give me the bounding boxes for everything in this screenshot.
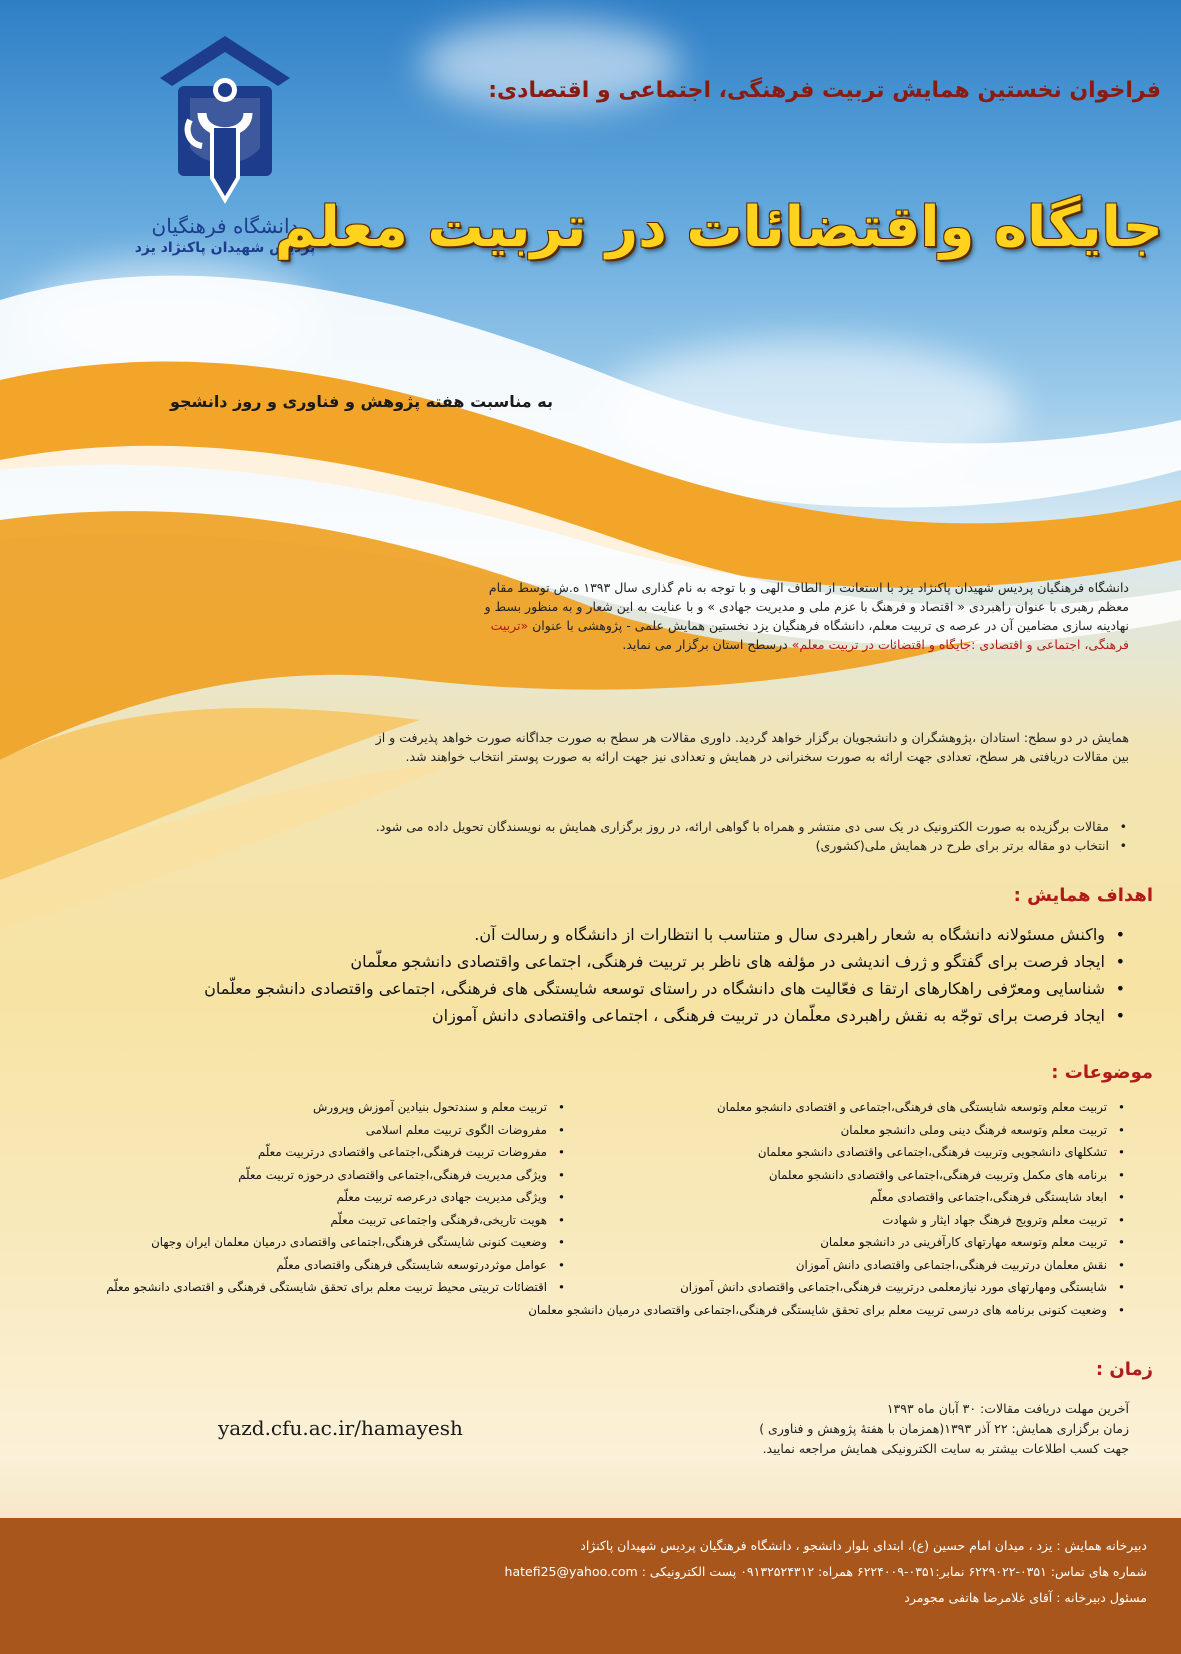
topics-heading: موضوعات :: [1051, 1062, 1153, 1083]
list-item: • تربیت معلم و سندتحول بنیادین آموزش وپرورش: [9, 1096, 569, 1119]
submission-deadline: آخرین مهلت دریافت مقالات: ۳۰ آبان ماه ۱۳۹۳: [886, 1401, 1129, 1416]
logo-campus-name: پردیس شهیدان پاکنژاد یزد: [134, 240, 316, 256]
list-item: • شناسایی ومعرّفی راهکارهای ارتقا ی فعّالیت های دانشگاه در راستای توسعه شایستگی های فرهنگی، اجتماعی واقتصادی دانشجو معلّمان: [149, 975, 1129, 1002]
intro-paragraph: [469, 578, 1129, 654]
list-item: • مفروضات تربیت فرهنگی،اجتماعی واقتصادی درتربیت معلّم: [9, 1141, 569, 1164]
footer-secretary: مسئول دبیرخانه : آقای غلامرضا هاتفی مجومرد: [904, 1590, 1147, 1605]
conference-name-highlight: «تربیت فرهنگی، اجتماعی و اقتصادی :جایگاه و اقتضائات در تربیت معلم»: [490, 618, 1129, 652]
list-item: • عوامل موثردرتوسعه شایستگی فرهنگی واقتصادی معلّم: [9, 1254, 569, 1277]
list-item: • برنامه های مکمل وتربیت فرهنگی،اجتماعی واقتصادی دانشجو معلمان: [549, 1164, 1129, 1187]
notes-list: [209, 817, 1129, 855]
call-title: فراخوان نخستین همایش تربیت فرهنگی، اجتماعی و اقتصادی:: [488, 78, 1161, 103]
list-item: • ابعاد شایستگی فرهنگی،اجتماعی واقتصادی معلّم: [549, 1186, 1129, 1209]
time-heading: زمان :: [1095, 1359, 1153, 1380]
time-info: [489, 1399, 1129, 1459]
list-item: • شایستگی ومهارتهای مورد نیازمعلمی درتربیت فرهنگی،اجتماعی واقتصادی دانش آموزان: [549, 1276, 1129, 1299]
intro-tail: درسطح استان برگزار می نماید.: [622, 637, 788, 652]
list-item: • ایجاد فرصت برای گفتگو و ژرف اندیشی در مؤلفه های ناظر بر تربیت فرهنگی، اجتماعی واقتصادی دانشجو معلّمان: [149, 948, 1129, 975]
event-date: زمان برگزاری همایش: ۲۲ آذر ۱۳۹۳(همزمان با هفتهٔ پژوهش و فناوری ): [759, 1421, 1129, 1436]
footer-contacts: شماره های تماس: ۰۳۵۱-۶۲۲۹۰۲۲ نمابر:۰۳۵۱-۶۲۲۴۰۰۹ همراه: ۰۹۱۳۲۵۲۴۳۱۲ پست الکترونیکی : hatefi25@yahoo.com: [504, 1564, 1147, 1579]
goals-list: [149, 921, 1129, 1029]
intro-text: دانشگاه فرهنگیان پردیس شهیدان پاکنژاد یزد با استعانت از الطاف الهی و با توجه به نام گذاری سال ۱۳۹۳ ه.ش توسط مقام معظم رهبری با عنوان راهبردی « اقتصاد و فرهنگ با عزم ملی و مدیریت جهادی » و با عنایت به این شعار و به منظور بسط و نهادینه سازی مضامین آن در عرصه ی تربیت معلم، دانشگاه فرهنگیان یزد نخستین همایش علمی - پژوهشی با عنوان: [484, 580, 1129, 633]
list-item: • تشکلهای دانشجویی وتربیت فرهنگی،اجتماعی واقتصادی دانشجو معلمان: [549, 1141, 1129, 1164]
list-item: • ایجاد فرصت برای توجّه به نقش راهبردی معلّمان در تربیت فرهنگی ، اجتماعی واقتصادی دانش آموزان: [149, 1002, 1129, 1029]
list-item: • وضعیت کنونی شایستگی فرهنگی،اجتماعی واقتصادی درمیان معلمان ایران وجهان: [9, 1231, 569, 1254]
list-item: • تربیت معلم وتوسعه مهارتهای کارآفرینی در دانشجو معلمان: [549, 1231, 1129, 1254]
levels-paragraph: همایش در دو سطح: استادان ،پژوهشگران و دانشجویان برگزار خواهد گردید. داوری مقالات هر سطح به صورت جداگانه صورت خواهد پذیرفت و از بین مقالات دریافتی هر سطح، تعدادی جهت ارائه به صورت سخنرانی در همایش و تعدادی نیز جهت ارائه به صورت پوستر انتخاب خواهند شد.: [375, 730, 1129, 764]
list-item: • اقتضائات تربیتی محیط تربیت معلم برای تحقق شایستگی فرهنگی و اقتصادی دانشجو معلّم: [9, 1276, 569, 1299]
list-item: • واکنش مسئولانه دانشگاه به شعار راهبردی سال و متناسب با انتظارات از دانشگاه و رسالت آن.: [149, 921, 1129, 948]
list-item: • وضعیت کنونی برنامه های درسی تربیت معلم برای تحقق شایستگی فرهنگی،اجتماعی واقتصادی درمیان دانشجو معلمان: [549, 1299, 1129, 1322]
list-item: • تربیت معلم وترویج فرهنگ جهاد ایثار و شهادت: [549, 1209, 1129, 1232]
more-info-text: جهت کسب اطلاعات بیشتر به سایت الکترونیکی همایش مراجعه نمایید.: [762, 1441, 1129, 1456]
footer-address: دبیرخانه همایش : یزد ، میدان امام حسین (ع)، ابتدای بلوار دانشجو ، دانشگاه فرهنگیان پردیس شهیدان پاکنژاد: [580, 1538, 1147, 1553]
footer: [0, 1518, 1181, 1654]
list-item: • ویژگی مدیریت فرهنگی،اجتماعی واقتصادی درحوزه تربیت معلّم: [9, 1164, 569, 1187]
list-item: • ویژگی مدیریت جهادی درعرصه تربیت معلّم: [9, 1186, 569, 1209]
list-item: • مفروضات الگوی تربیت معلم اسلامی: [9, 1119, 569, 1142]
main-title: جایگاه واقتضائات در تربیت معلم: [274, 195, 1163, 260]
list-item: • نقش معلمان درتربیت فرهنگی،اجتماعی واقتصادی دانش آموزان: [549, 1254, 1129, 1277]
topics-list-left: [9, 1096, 569, 1299]
topics-list-right: [528, 1096, 1129, 1321]
list-item: • مقالات برگزیده به صورت الکترونیک در یک سی دی منتشر و همراه با گواهی ارائه، در روز برگزاری همایش به نویسندگان تحویل داده می شود.: [209, 817, 1129, 836]
logo-emblem-icon: [150, 28, 300, 208]
list-item: • انتخاب دو مقاله برتر برای طرح در همایش ملی(کشوری): [209, 836, 1129, 855]
list-item: • هویت تاریخی،فرهنگی واجتماعی تربیت معلّم: [9, 1209, 569, 1232]
goals-heading: اهداف همایش :: [1013, 885, 1153, 906]
logo-university-name: دانشگاه فرهنگیان: [151, 214, 299, 238]
website-link[interactable]: yazd.cfu.ac.ir/hamayesh: [218, 1416, 463, 1440]
list-item: • تربیت معلم وتوسعه فرهنگ دینی وملی دانشجو معلمان: [549, 1119, 1129, 1142]
occasion-subtitle: به مناسبت هفته پژوهش و فناوری و روز دانشجو: [169, 392, 553, 411]
list-item: • تربیت معلم وتوسعه شایستگی های فرهنگی،اجتماعی و اقتصادی دانشجو معلمان: [549, 1096, 1129, 1119]
